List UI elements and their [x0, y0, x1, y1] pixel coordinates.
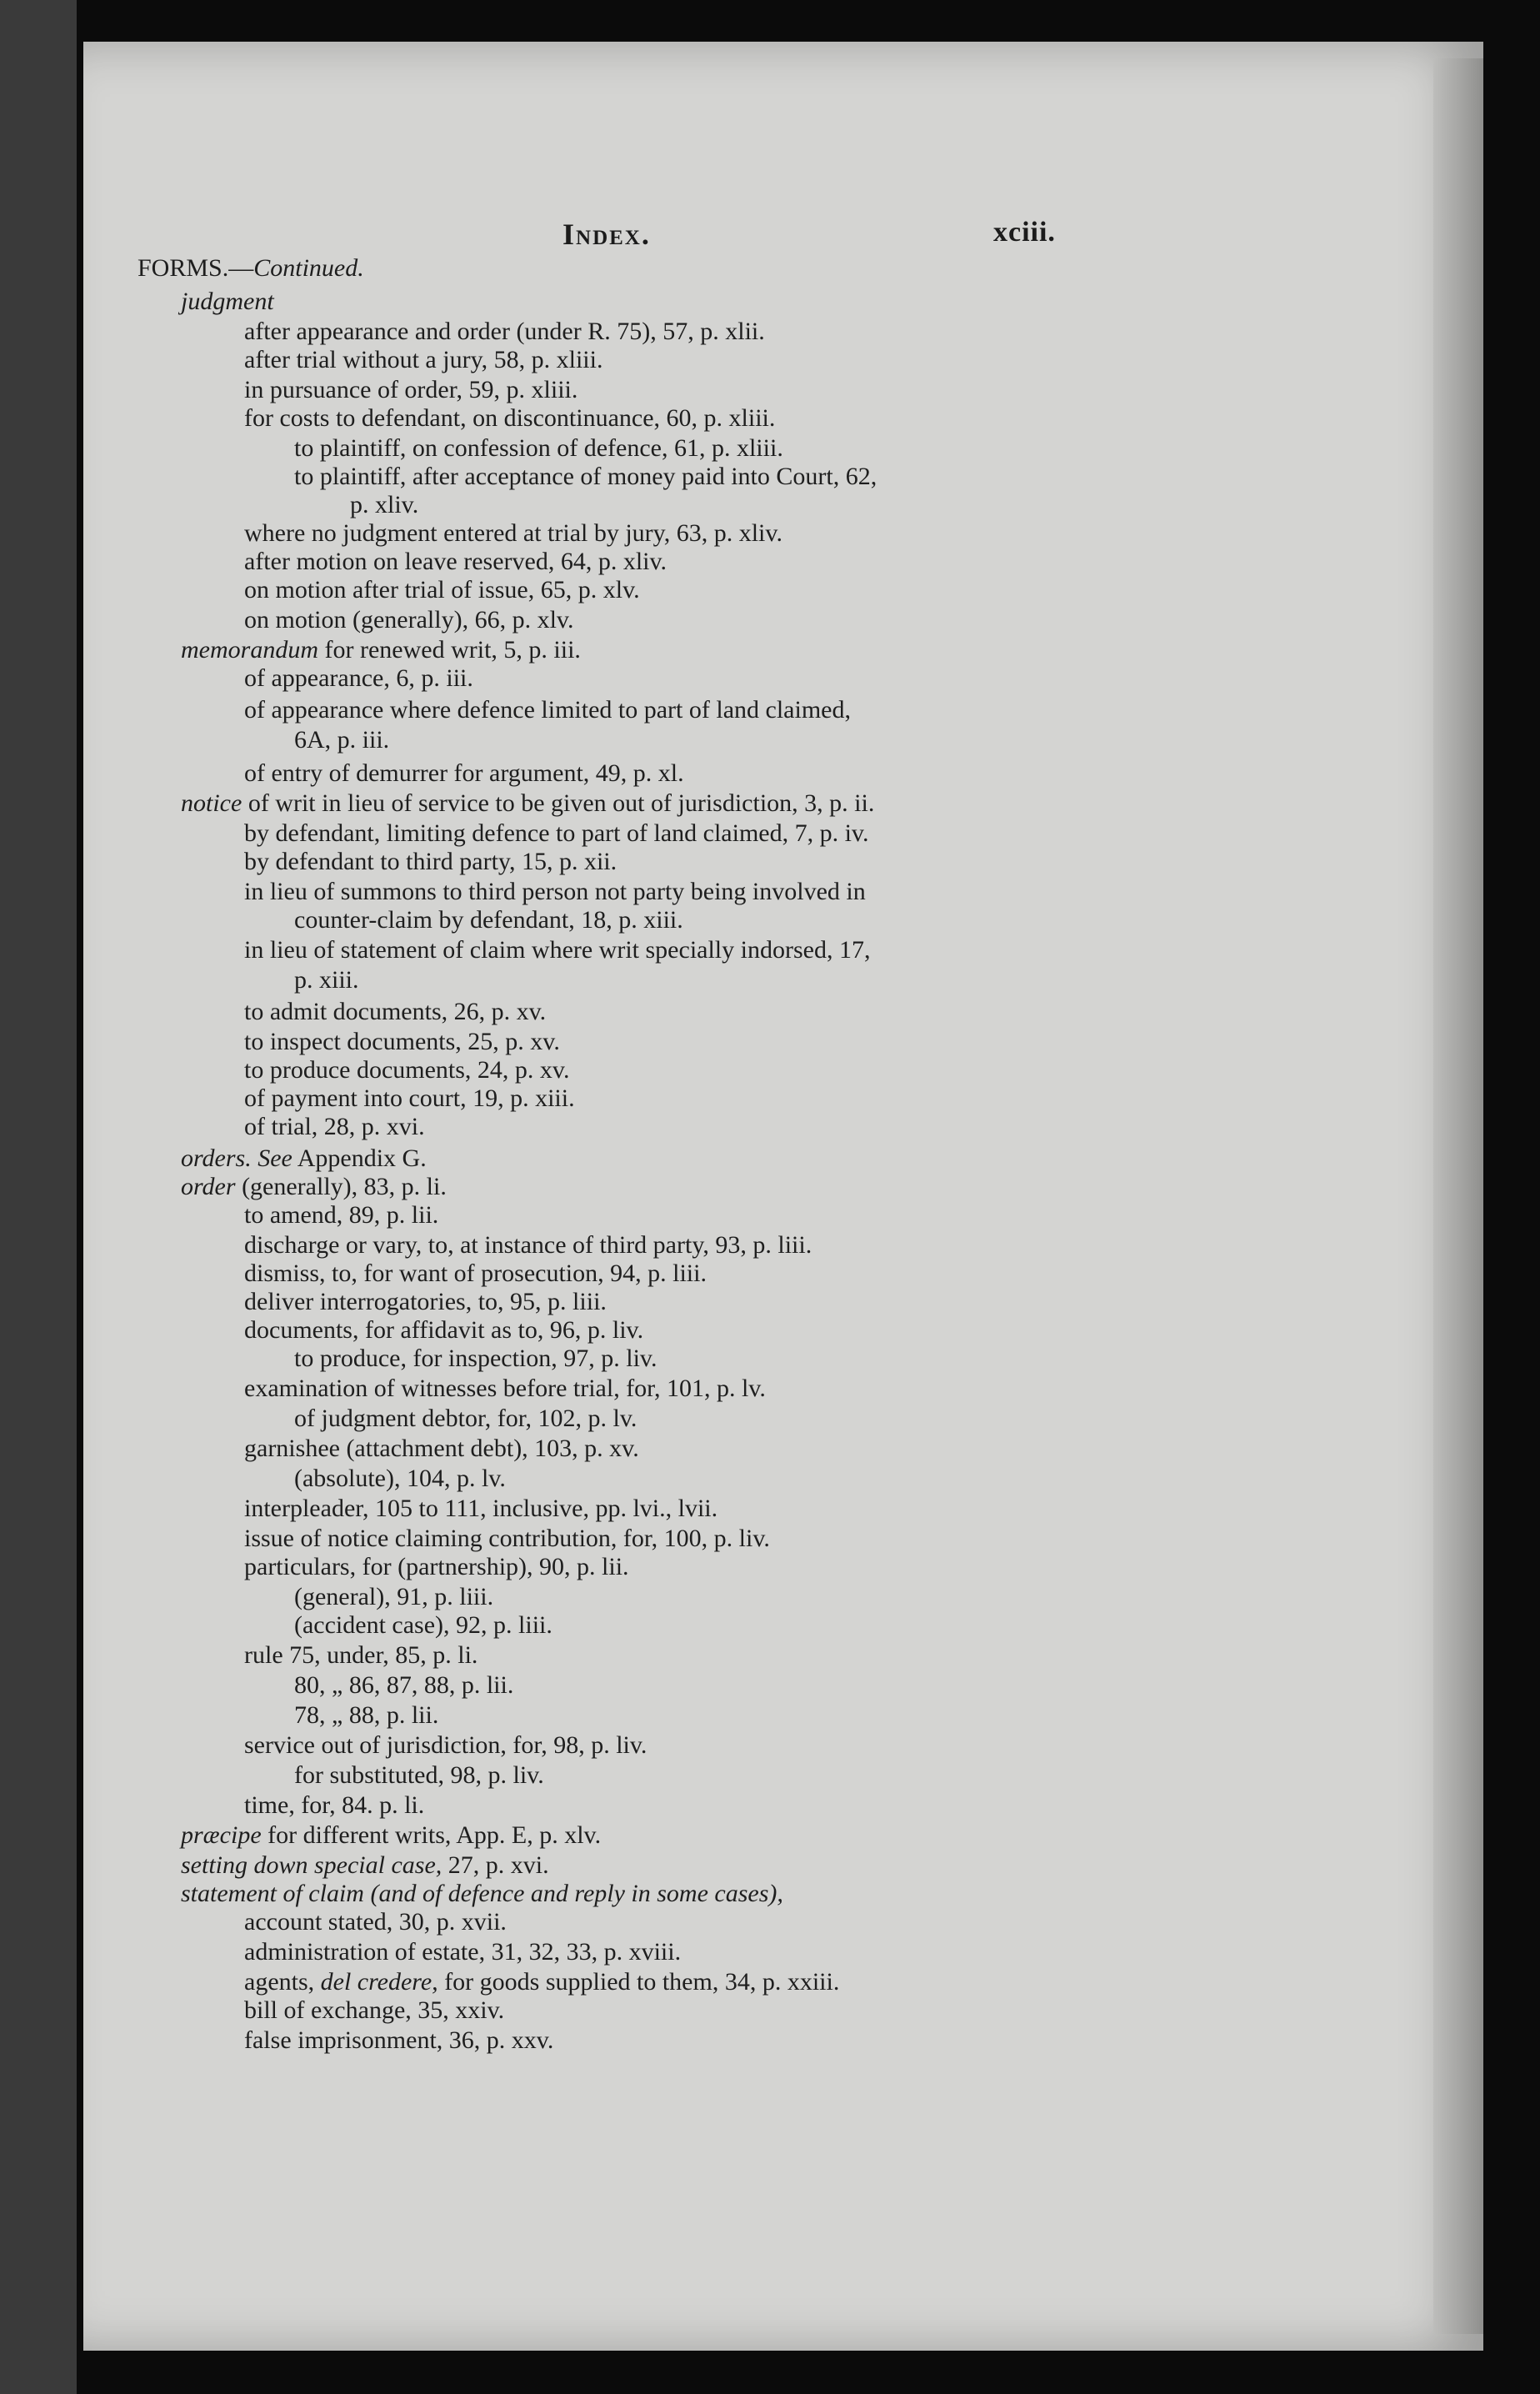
index-line	[244, 2026, 553, 2055]
line-text: after motion on leave reserved, 64, p. xliv.	[244, 548, 668, 575]
line-text: where no judgment entered at trial by jury, 63, p. xliv.	[244, 519, 782, 547]
index-line	[244, 606, 573, 634]
line-text: for goods supplied to them, 34, p. xxiii.	[438, 1968, 840, 1996]
line-text: to plaintiff, after acceptance of money paid into Court, 62,	[294, 463, 878, 490]
line-text: to plaintiff, on confession of defence, 61, p. xliii.	[294, 434, 783, 462]
index-line	[244, 1968, 839, 1996]
index-line	[294, 434, 783, 463]
line-text: on motion (generally), 66, p. xlv.	[244, 606, 574, 634]
index-line	[181, 789, 874, 818]
line-text: particulars, for (partnership), 90, p. lii.	[244, 1553, 629, 1580]
index-line	[244, 848, 617, 876]
index-line	[294, 906, 683, 934]
line-text: of appearance where defence limited to part of land claimed,	[244, 696, 851, 724]
line-text: of entry of demurrer for argument, 49, p. xl.	[244, 759, 684, 787]
index-line	[350, 491, 418, 519]
line-text: of judgment debtor, for, 102, p. lv.	[294, 1405, 638, 1432]
line-text: to produce, for inspection, 97, p. liv.	[294, 1345, 658, 1372]
index-line	[294, 1671, 513, 1700]
line-text: after appearance and order (under R. 75), 57, p. xlii.	[244, 318, 765, 345]
index-line	[294, 463, 877, 491]
index-line	[181, 1880, 783, 1908]
line-text: p. xliv.	[350, 491, 419, 518]
line-text: of writ in lieu of service to be given out of jurisdiction, 3, p. ii.	[242, 789, 875, 817]
index-line	[244, 1938, 681, 1966]
index-line	[181, 1851, 549, 1880]
index-line	[294, 1761, 544, 1790]
line-text: to produce documents, 24, p. xv.	[244, 1056, 570, 1084]
italic-term: memorandum	[181, 636, 318, 664]
index-line	[294, 1611, 552, 1640]
index-line	[244, 1260, 707, 1288]
italic-term: orders.	[181, 1144, 252, 1172]
italic-term: notice	[181, 789, 242, 817]
line-text: (absolute), 104, p. lv.	[294, 1465, 506, 1492]
index-line	[244, 1201, 438, 1230]
line-text: interpleader, 105 to 111, inclusive, pp. lvi., lvii.	[244, 1495, 718, 1522]
index-line	[244, 548, 667, 576]
line-text: bill of exchange, 35, xxiv.	[244, 1996, 505, 2024]
italic-term: order	[181, 1173, 236, 1200]
line-text: garnishee (attachment debt), 103, p. xv.	[244, 1435, 639, 1462]
italic-term: See	[258, 1144, 292, 1172]
line-text: 78, „ 88, p. lii.	[294, 1701, 439, 1729]
index-line	[244, 1056, 569, 1084]
index-line	[244, 1996, 504, 2025]
index-line	[244, 576, 640, 604]
book-page	[83, 42, 1483, 2351]
line-text: examination of witnesses before trial, for, 101, p. lv.	[244, 1375, 766, 1402]
index-line	[244, 1084, 575, 1113]
line-text: false imprisonment, 36, p. xxv.	[244, 2026, 554, 2054]
index-line	[244, 1288, 607, 1316]
line-text: time, for, 84. p. li.	[244, 1791, 425, 1819]
line-text: (accident case), 92, p. liii.	[294, 1611, 552, 1639]
index-line	[244, 664, 473, 693]
index-line	[244, 1028, 560, 1056]
index-line	[244, 998, 546, 1026]
index-line	[138, 254, 364, 283]
line-text: (generally), 83, p. li.	[235, 1173, 447, 1200]
line-text: administration of estate, 31, 32, 33, p. xviii.	[244, 1938, 682, 1966]
italic-term: setting down special case,	[181, 1851, 442, 1879]
line-text: account stated, 30, p. xvii.	[244, 1908, 507, 1936]
line-text: service out of jurisdiction, for, 98, p. liv.	[244, 1731, 648, 1759]
line-text: agents,	[244, 1968, 321, 1996]
italic-term: del credere,	[320, 1968, 438, 1996]
line-text: rule 75, under, 85, p. li.	[244, 1641, 478, 1669]
line-text: on motion after trial of issue, 65, p. xlv.	[244, 576, 640, 604]
index-line	[294, 1405, 637, 1433]
index-line	[244, 1553, 629, 1581]
index-line	[244, 376, 578, 404]
index-line	[181, 288, 274, 316]
index-line	[294, 1345, 657, 1373]
line-text: by defendant, limiting defence to part of land claimed, 7, p. iv.	[244, 819, 869, 847]
line-text: issue of notice claiming contribution, for, 100, p. liv.	[244, 1525, 770, 1552]
index-line	[244, 1641, 478, 1670]
italic-term: statement of claim (and of defence and reply in some cases),	[181, 1880, 783, 1907]
line-text: in lieu of statement of claim where writ specially indorsed, 17,	[244, 936, 871, 964]
line-text: for costs to defendant, on discontinuance, 60, p. xliii.	[244, 404, 776, 432]
line-text: counter-claim by defendant, 18, p. xiii.	[294, 906, 683, 934]
index-line	[244, 696, 851, 724]
index-line	[181, 1144, 427, 1173]
line-text: for different writs, App. E, p. xlv.	[261, 1821, 602, 1849]
line-text: deliver interrogatories, to, 95, p. liii.	[244, 1288, 607, 1315]
line-text: to admit documents, 26, p. xv.	[244, 998, 547, 1025]
line-text: 27, p. xvi.	[442, 1851, 549, 1879]
index-line	[244, 819, 869, 848]
line-text: 80, „ 86, 87, 88, p. lii.	[294, 1671, 514, 1699]
line-text: for renewed writ, 5, p. iii.	[318, 636, 581, 664]
index-entries	[83, 42, 1483, 2351]
italic-term: judgment	[181, 288, 274, 315]
index-line	[244, 1731, 647, 1760]
line-text: documents, for affidavit as to, 96, p. liv.	[244, 1316, 644, 1344]
italic-term: Continued.	[253, 254, 364, 282]
page-number: xciii.	[993, 217, 1056, 248]
index-line	[244, 1316, 643, 1345]
index-line	[244, 318, 765, 346]
index-line	[181, 1173, 447, 1201]
line-text: FORMS.—	[138, 254, 254, 282]
index-line	[244, 1375, 766, 1403]
index-line	[244, 1908, 507, 1936]
index-line	[181, 636, 581, 664]
index-line	[244, 346, 602, 374]
index-line	[244, 936, 870, 964]
running-head: Index.	[562, 218, 651, 251]
index-line	[294, 1701, 438, 1730]
left-page-edge	[0, 0, 77, 2394]
index-line	[294, 1583, 493, 1611]
index-line	[244, 1495, 718, 1523]
line-text: in pursuance of order, 59, p. xliii.	[244, 376, 578, 403]
line-text: for substituted, 98, p. liv.	[294, 1761, 544, 1789]
index-line	[244, 519, 782, 548]
index-line	[294, 726, 389, 754]
line-text: after trial without a jury, 58, p. xliii.	[244, 346, 603, 373]
index-line	[244, 1113, 425, 1141]
line-text: in lieu of summons to third person not party being involved in	[244, 878, 866, 905]
line-text: (general), 91, p. liii.	[294, 1583, 494, 1610]
index-line	[294, 966, 359, 994]
index-line	[244, 1435, 639, 1463]
index-line	[244, 1231, 812, 1260]
index-line	[294, 1465, 506, 1493]
index-line	[244, 759, 684, 788]
line-text: p. xiii.	[294, 966, 359, 994]
index-line	[244, 1791, 424, 1820]
index-line	[244, 878, 866, 906]
line-text: to inspect documents, 25, p. xv.	[244, 1028, 560, 1055]
line-text: to amend, 89, p. lii.	[244, 1201, 439, 1229]
line-text: dismiss, to, for want of prosecution, 94, p. liii.	[244, 1260, 707, 1287]
index-line	[244, 404, 775, 433]
line-text: discharge or vary, to, at instance of third party, 93, p. liii.	[244, 1231, 812, 1259]
index-line	[181, 1821, 601, 1850]
line-text: of payment into court, 19, p. xiii.	[244, 1084, 575, 1112]
line-text: of appearance, 6, p. iii.	[244, 664, 473, 692]
line-text: 6A, p. iii.	[294, 726, 390, 754]
line-text: Appendix G.	[292, 1144, 427, 1172]
line-text: of trial, 28, p. xvi.	[244, 1113, 425, 1140]
index-line	[244, 1525, 770, 1553]
line-text: by defendant to third party, 15, p. xii.	[244, 848, 618, 875]
italic-term: præcipe	[181, 1821, 262, 1849]
